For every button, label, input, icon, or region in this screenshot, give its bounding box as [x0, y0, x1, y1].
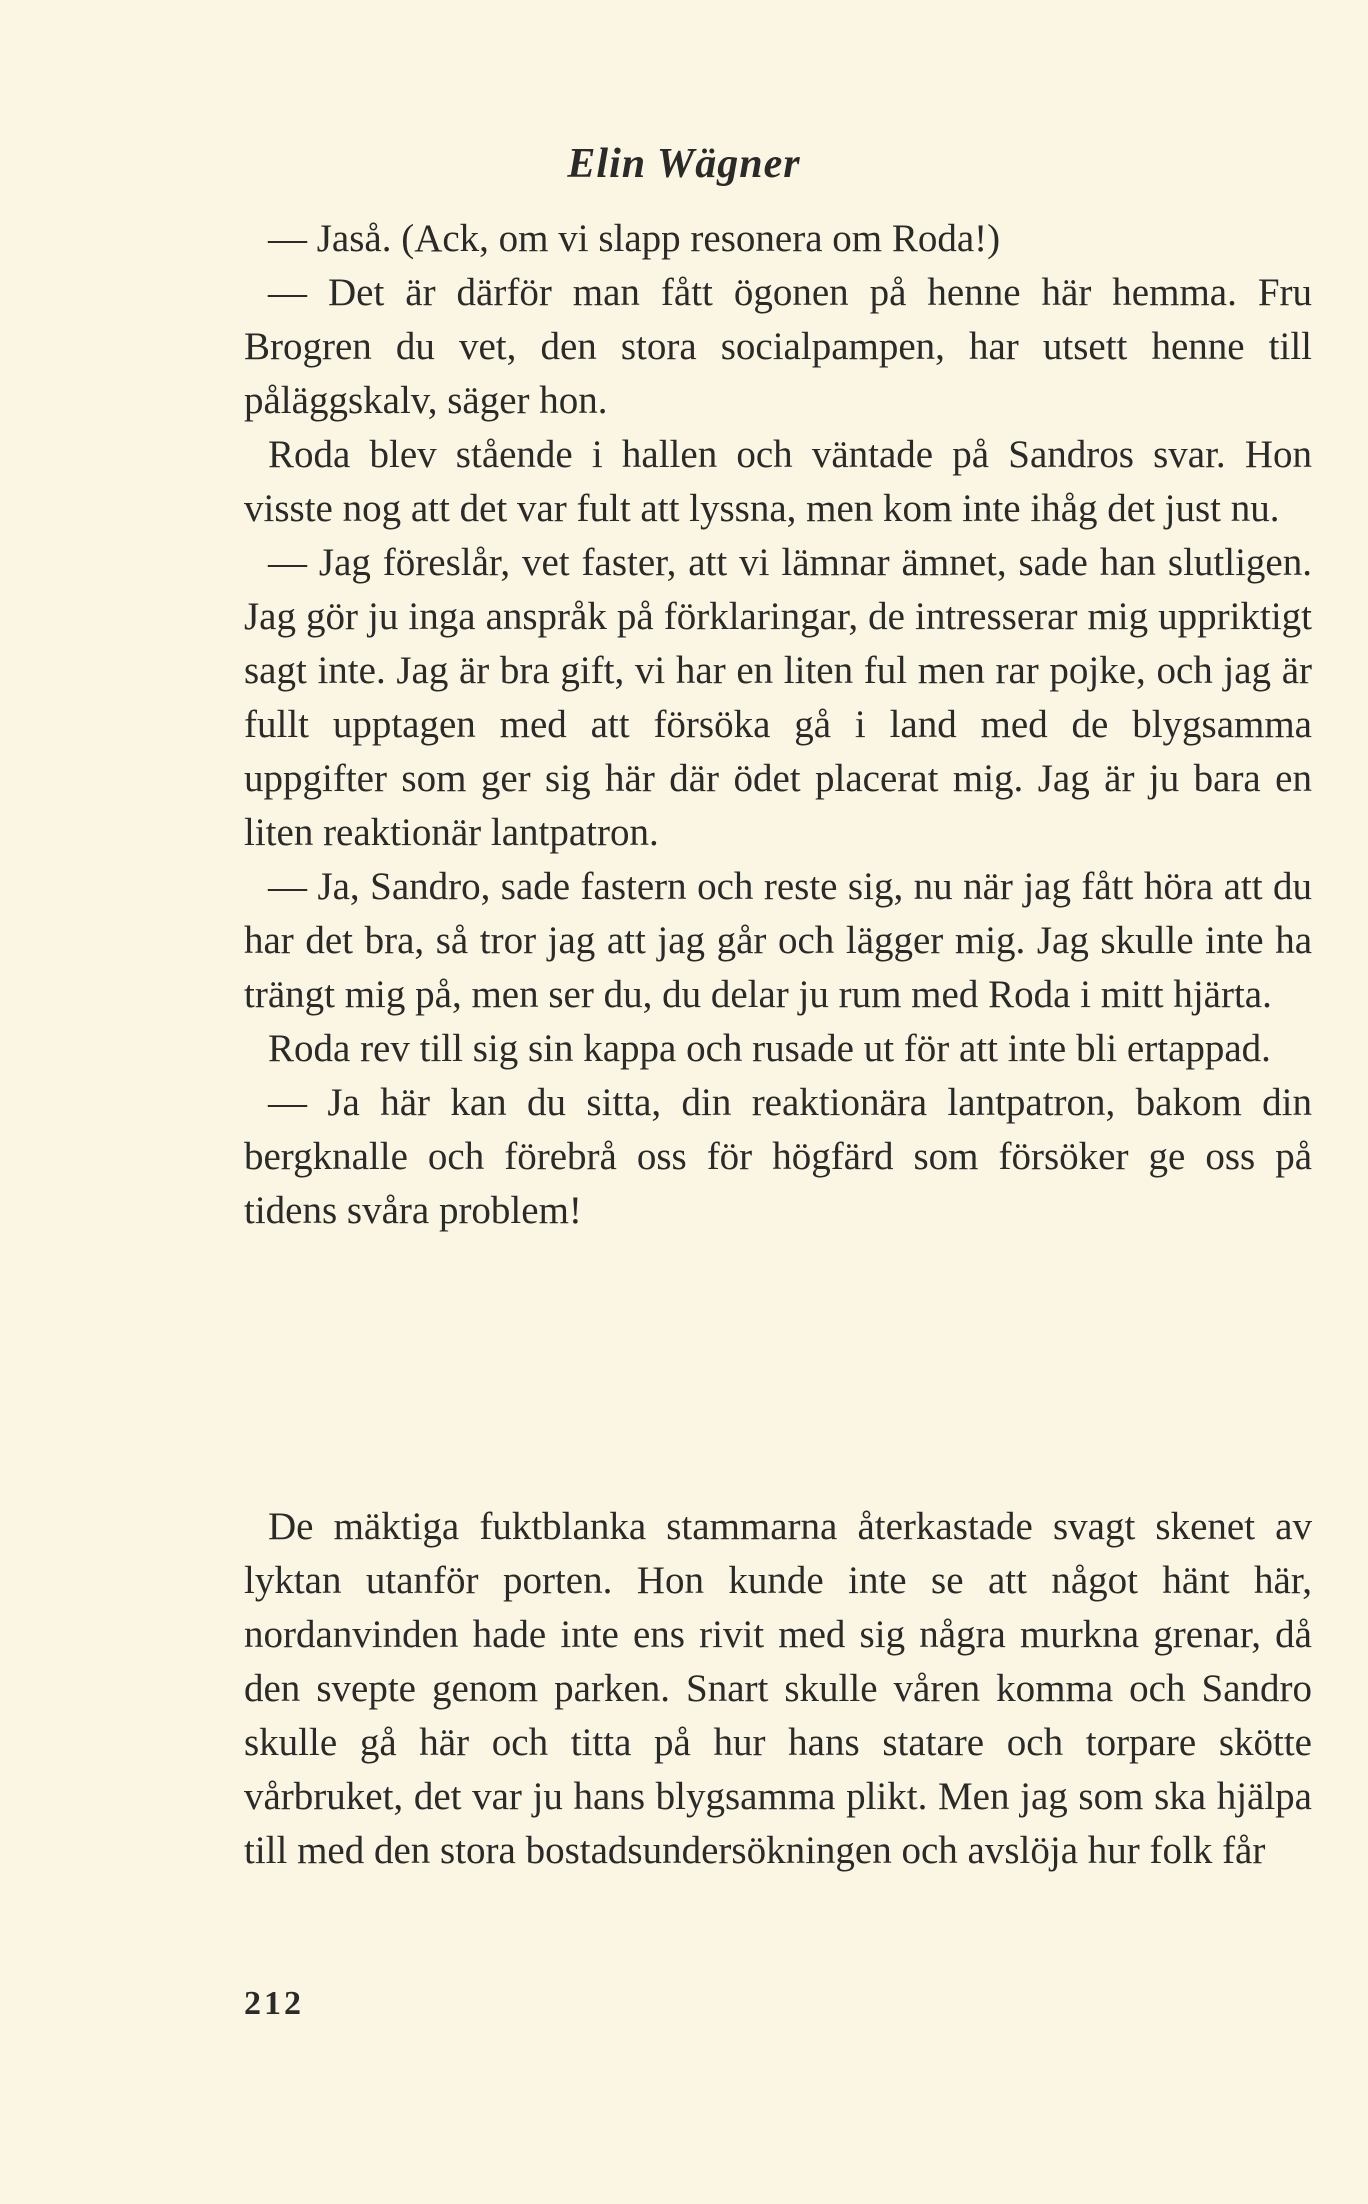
- paragraph: — Det är därför man fått ögonen på henne här hemma. Fru Brogren du vet, den stora socialpampen, har utsett henne till påläggskalv, säger hon.: [244, 271, 1312, 422]
- paragraph: Roda blev stående i hallen och väntade på Sandros svar. Hon visste nog att det var fult att lyssna, men kom inte ihåg det just nu.: [244, 433, 1312, 530]
- paragraph: De mäktiga fuktblanka stammarna återkastade svagt skenet av lyktan utanför porten. Hon kunde inte se att något hänt här, nordanvinden hade inte ens rivit med sig några murkna grenar, då den svepte genom parken. Snart skulle våren komma och Sandro skulle gå här och titta på hur hans statare och torpare skötte vårbruket, det var ju hans blygsamma plikt. Men jag som ska hjälpa till med den stora bostadsundersökningen och avslöja hur folk får: [244, 1505, 1312, 1872]
- paragraph: Roda rev till sig sin kappa och rusade ut för att inte bli ertappad.: [268, 1027, 1271, 1070]
- page-number: 212: [244, 1985, 304, 2022]
- paragraph: — Jag föreslår, vet faster, att vi lämnar ämnet, sade han slutligen. Jag gör ju inga anspråk på förklaringar, de intresserar mig uppriktigt sagt inte. Jag är bra gift, vi har en liten ful men rar pojke, och jag är fullt upptagen med att försöka gå i land med de blygsamma uppgifter som ger sig här där ödet placerat mig. Jag är ju bara en liten reaktionär lantpatron.: [244, 541, 1312, 854]
- paragraph: — Ja, Sandro, sade fastern och reste sig, nu när jag fått höra att du har det bra, så tror jag att jag går och lägger mig. Jag skulle inte ha trängt mig på, men ser du, du delar ju rum med Roda i mitt hjärta.: [244, 865, 1312, 1016]
- running-head: Elin Wägner: [567, 141, 801, 187]
- paragraph: — Jaså. (Ack, om vi slapp resonera om Roda!): [268, 217, 1001, 260]
- text-section-1: [244, 212, 1312, 1238]
- text-section-2: [244, 1500, 1312, 1878]
- paragraph: — Ja här kan du sitta, din reaktionära lantpatron, bakom din bergknalle och förebrå oss för högfärd som försöker ge oss på tidens svåra problem!: [244, 1081, 1312, 1232]
